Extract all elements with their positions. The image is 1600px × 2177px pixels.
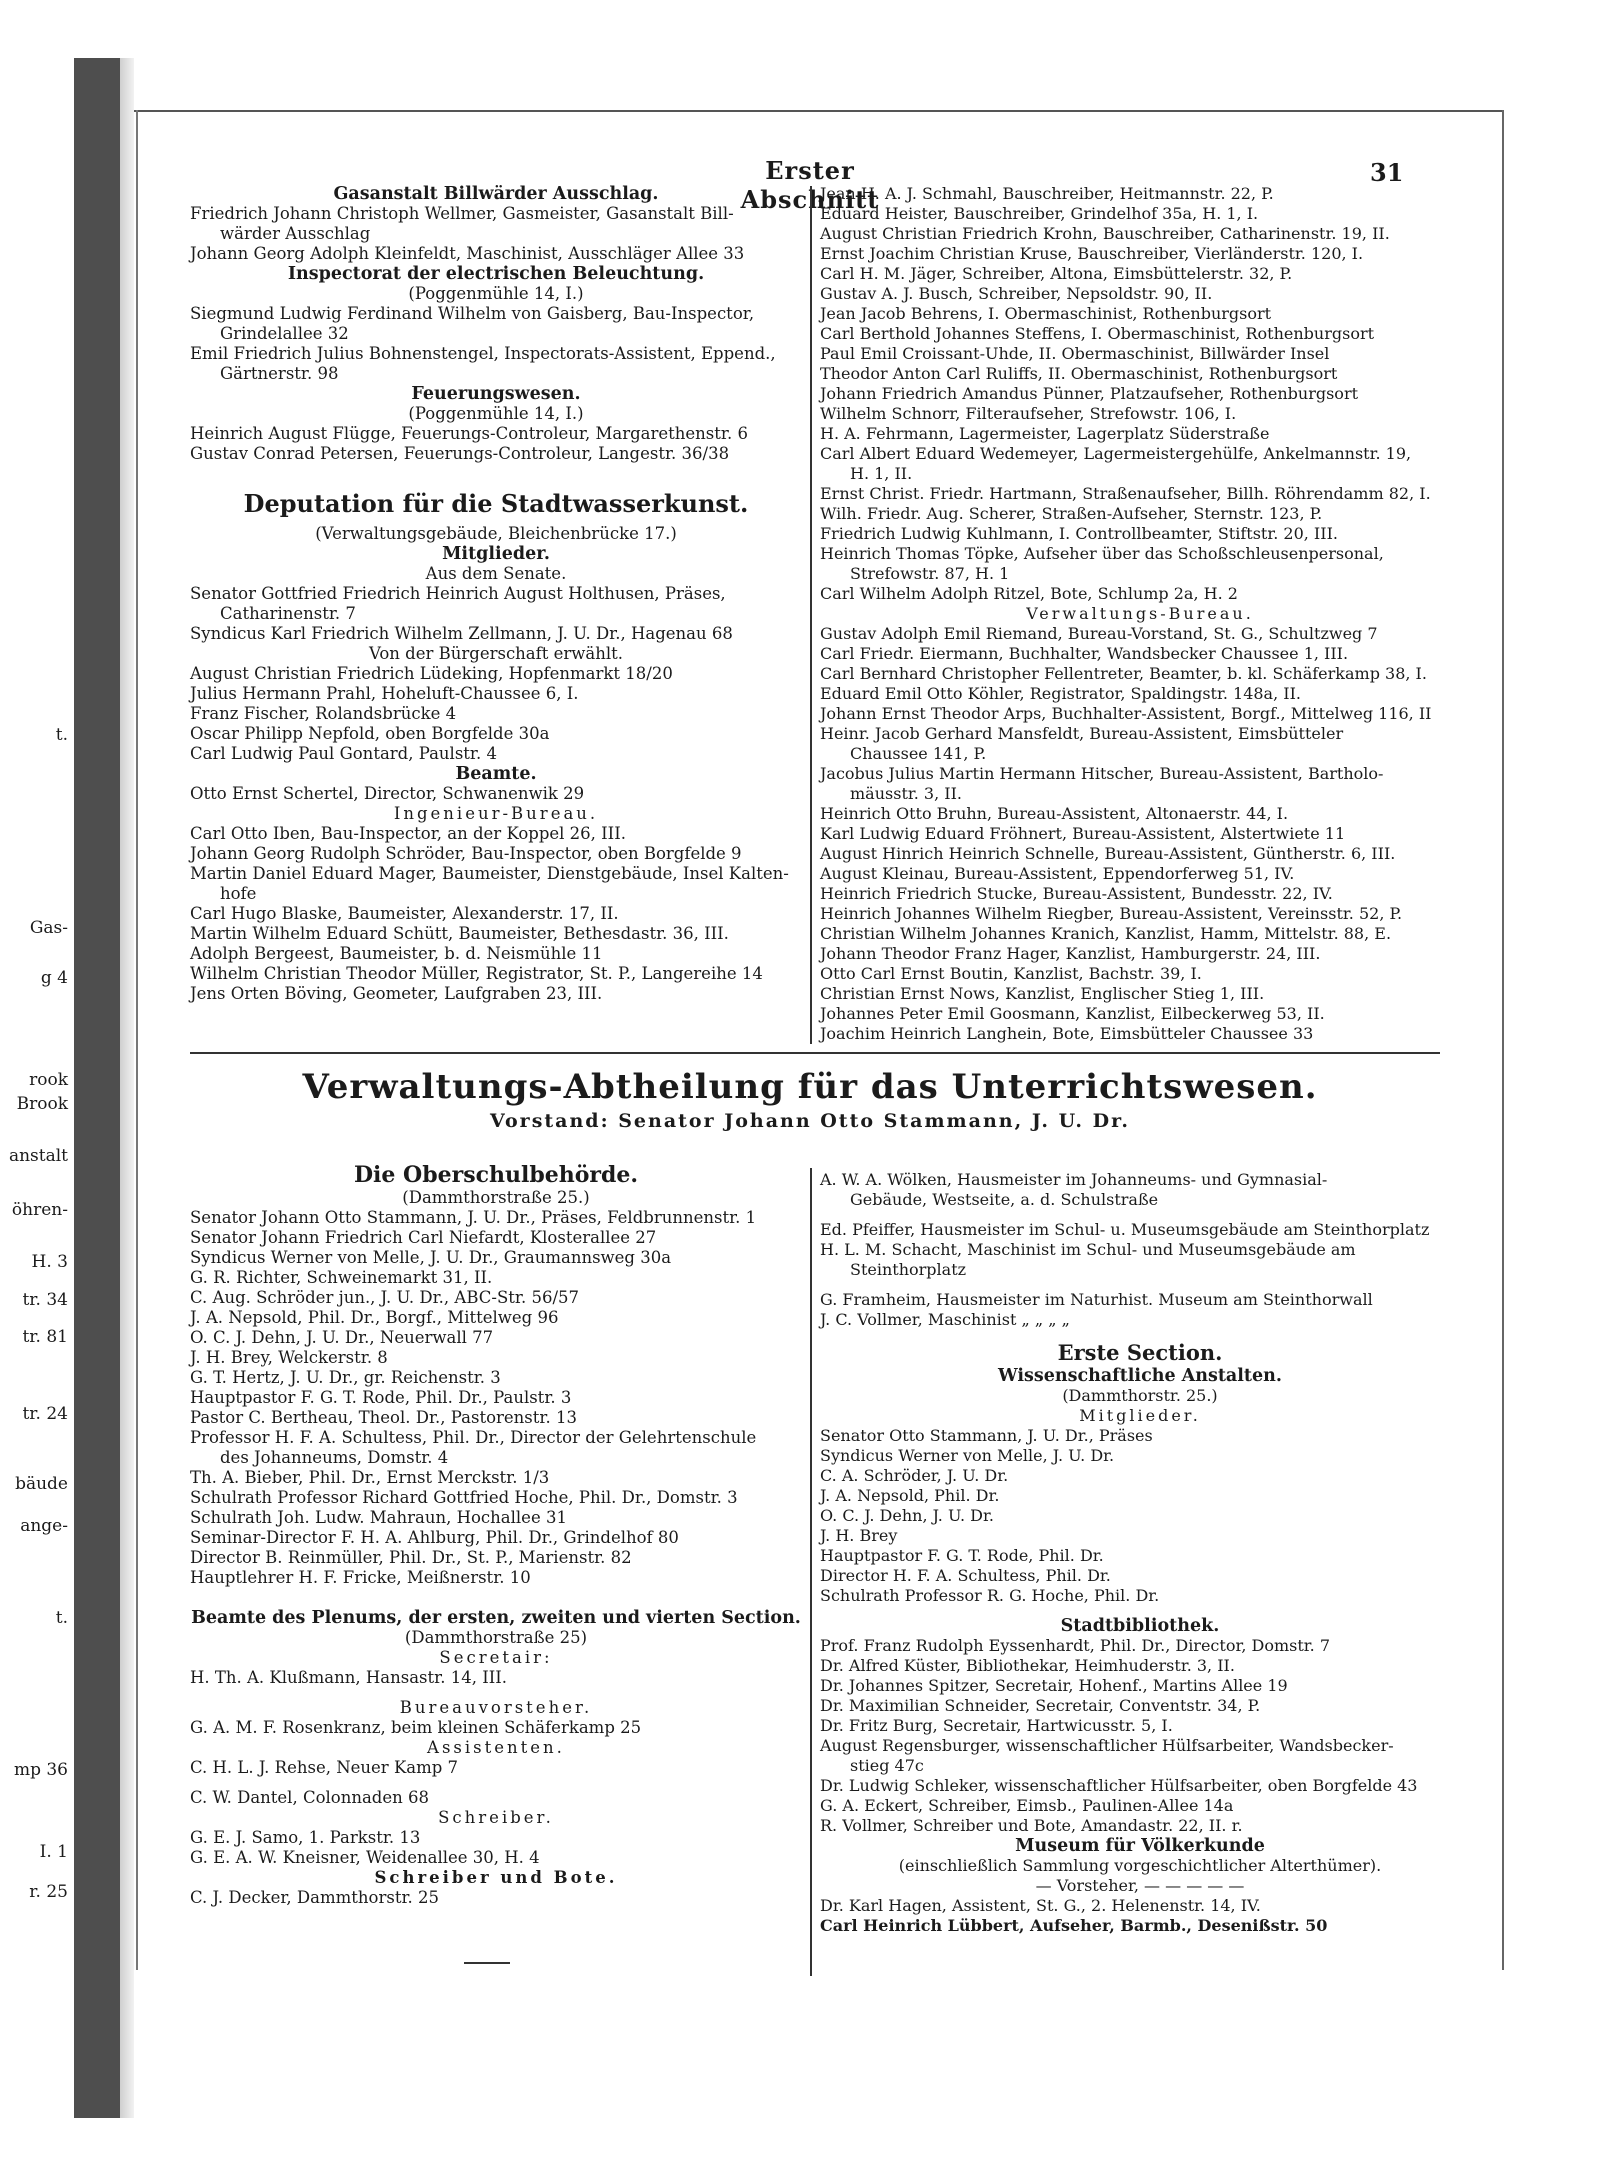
entry-line: Johann Friedrich Amandus Pünner, Platzaufseher, Rothenburgsort (820, 384, 1359, 403)
entry-line: Hauptpastor F. G. T. Rode, Phil. Dr. (820, 1546, 1104, 1565)
entry-line: des Johanneums, Domstr. 4 (220, 1448, 449, 1467)
page-number: 31 (1370, 158, 1404, 187)
entry-line: Schulrath Professor Richard Gottfried Hoche, Phil. Dr., Domstr. 3 (190, 1488, 738, 1507)
subsection-heading: Mitglieder. (442, 544, 550, 564)
column-divider (810, 186, 812, 1044)
entry-line: Siegmund Ludwig Ferdinand Wilhelm von Gaisberg, Bau-Inspector, (190, 304, 755, 323)
entry-line: Senator Gottfried Friedrich Heinrich August Holthusen, Präses, (190, 584, 726, 603)
strip-text: öhren- (11, 1200, 68, 1220)
entry-line: Grindelallee 32 (220, 324, 349, 343)
entry-line: Dr. Maximilian Schneider, Secretair, Conventstr. 34, P. (820, 1696, 1261, 1715)
strip-text: r. 25 (29, 1882, 68, 1902)
entry-line: August Christian Friedrich Lüdeking, Hopfenmarkt 18/20 (190, 664, 673, 683)
department-heading: Die Oberschulbehörde. (353, 1162, 639, 1188)
entry-line: Julius Hermann Prahl, Hoheluft-Chaussee 6, I. (190, 684, 579, 703)
entry-line: August Hinrich Heinrich Schnelle, Bureau-Assistent, Güntherstr. 6, III. (820, 844, 1396, 863)
entry-line: Wilhelm Christian Theodor Müller, Registrator, St. P., Langereihe 14 (190, 964, 763, 983)
entry-line: H. A. Fehrmann, Lagermeister, Lagerplatz Süderstraße (820, 424, 1270, 443)
page-edge-left (136, 110, 138, 1970)
bottom-left-column (190, 1162, 802, 1908)
entry-line: G. E. A. W. Kneisner, Weidenallee 30, H. 4 (190, 1848, 540, 1867)
entry-line: Syndicus Werner von Melle, J. U. Dr. (820, 1446, 1115, 1465)
page-edge-top (134, 110, 1504, 112)
strip-text: bäude (15, 1474, 68, 1494)
entry-line: Heinrich Thomas Töpke, Aufseher über das Schoßschleusenpersonal, (820, 544, 1384, 563)
entry-line: Joachim Heinrich Langhein, Bote, Eimsbütteler Chaussee 33 (820, 1024, 1314, 1043)
entry-line: Wilhelm Schnorr, Filteraufseher, Strefowstr. 106, I. (820, 404, 1237, 423)
entry-line: G. A. Eckert, Schreiber, Eimsb., Paulinen-Allee 14a (820, 1796, 1234, 1815)
section-rule (190, 1052, 1440, 1054)
entry-line: Christian Wilhelm Johannes Kranich, Kanzlist, Hamm, Mittelstr. 88, E. (820, 924, 1392, 943)
entry-line: Carl Albert Eduard Wedemeyer, Lagermeistergehülfe, Ankelmannstr. 19, (820, 444, 1412, 463)
entry-line: C. Aug. Schröder jun., J. U. Dr., ABC-Str. 56/57 (190, 1288, 580, 1307)
entry-line: Senator Johann Friedrich Carl Niefardt, Klosterallee 27 (190, 1228, 657, 1247)
entry-line: Eduard Heister, Bauschreiber, Grindelhof 35a, H. 1, I. (820, 204, 1259, 223)
entry-line: Carl Heinrich Lübbert, Aufseher, Barmb., Desenißstr. 50 (820, 1916, 1328, 1935)
address-line: (Verwaltungsgebäude, Bleichenbrücke 17.) (315, 524, 677, 543)
strip-text: ange- (20, 1516, 68, 1536)
address-line: (Dammthorstraße 25) (404, 1628, 588, 1647)
top-right-column (820, 184, 1460, 1044)
strip-text: rook (29, 1070, 68, 1090)
entry-line: Jens Orten Böving, Geometer, Laufgraben 23, III. (190, 984, 603, 1003)
entry-line: Carl Hugo Blaske, Baumeister, Alexanderstr. 17, II. (190, 904, 619, 923)
entry-line: Dr. Ludwig Schleker, wissenschaftlicher Hülfsarbeiter, oben Borgfelde 43 (820, 1776, 1418, 1795)
entry-line: Seminar-Director F. H. A. Ahlburg, Phil. Dr., Grindelhof 80 (190, 1528, 679, 1547)
entry-line: Heinrich August Flügge, Feuerungs-Controleur, Margarethenstr. 6 (190, 424, 748, 443)
entry-line: Gustav Conrad Petersen, Feuerungs-Controleur, Langestr. 36/38 (190, 444, 730, 463)
entry-line: August Regensburger, wissenschaftlicher Hülfsarbeiter, Wandsbecker- (820, 1736, 1394, 1755)
group-label: Bureauvorsteher. (399, 1698, 593, 1717)
entry-line: Senator Otto Stammann, J. U. Dr., Präses (820, 1426, 1153, 1445)
strip-text: Brook (16, 1094, 68, 1114)
entry-line: stieg 47c (850, 1756, 924, 1775)
entry-line: Carl Otto Iben, Bau-Inspector, an der Koppel 26, III. (190, 824, 626, 843)
strip-text: mp 36 (13, 1760, 68, 1780)
entry-line: Schulrath Joh. Ludw. Mahraun, Hochallee 31 (190, 1508, 567, 1527)
entry-line: C. W. Dantel, Colonnaden 68 (190, 1788, 430, 1807)
entry-line: Heinr. Jacob Gerhard Mansfeldt, Bureau-Assistent, Eimsbütteler (820, 724, 1344, 743)
entry-line: Oscar Philipp Nepfold, oben Borgfelde 30a (190, 724, 550, 743)
entry-line: Johann Georg Rudolph Schröder, Bau-Inspector, oben Borgfelde 9 (190, 844, 742, 863)
entry-line: Hauptlehrer H. F. Fricke, Meißnerstr. 10 (190, 1568, 531, 1587)
entry-line: Wilh. Friedr. Aug. Scherer, Straßen-Aufseher, Sternstr. 123, P. (820, 504, 1323, 523)
entry-line: Johann Georg Adolph Kleinfeldt, Maschinist, Ausschläger Allee 33 (190, 244, 745, 263)
entry-line: Jacobus Julius Martin Hermann Hitscher, Bureau-Assistent, Bartholo- (820, 764, 1384, 783)
page-edge-right (1502, 110, 1504, 1970)
entry-line: C. H. L. J. Rehse, Neuer Kamp 7 (190, 1758, 459, 1777)
top-left-column (190, 184, 802, 1004)
entry-line: Carl Berthold Johannes Steffens, I. Obermaschinist, Rothenburgsort (820, 324, 1375, 343)
entry-line: Schulrath Professor R. G. Hoche, Phil. Dr. (820, 1586, 1160, 1605)
entry-line: H. 1, II. (850, 464, 913, 483)
strip-text: H. 3 (31, 1252, 68, 1272)
address-line: (Poggenmühle 14, I.) (408, 404, 584, 423)
entry-line: R. Vollmer, Schreiber und Bote, Amandastr. 22, II. r. (820, 1816, 1243, 1835)
entry-line: Ernst Christ. Friedr. Hartmann, Straßenaufseher, Billh. Röhrendamm 82, I. (820, 484, 1431, 503)
entry-line: Jean H. A. J. Schmahl, Bauschreiber, Heitmannstr. 22, P. (820, 184, 1274, 203)
group-label: Secretair: (439, 1648, 553, 1667)
entry-line: G. R. Richter, Schweinemarkt 31, II. (190, 1268, 493, 1287)
entry-line: Professor H. F. A. Schultess, Phil. Dr., Director der Gelehrtenschule (190, 1428, 757, 1447)
entry-line: Ed. Pfeiffer, Hausmeister im Schul- u. Museumsgebäude am Steinthorplatz (820, 1220, 1430, 1239)
entry-line: Dr. Alfred Küster, Bibliothekar, Heimhuderstr. 3, II. (820, 1656, 1235, 1675)
subsection-heading: Gasanstalt Billwärder Ausschlag. (333, 184, 659, 204)
entry-line: Gärtnerstr. 98 (220, 364, 339, 383)
entry-line: Otto Ernst Schertel, Director, Schwanenwik 29 (190, 784, 585, 803)
address-line: (einschließlich Sammlung vorgeschichtlicher Alterthümer). (898, 1856, 1382, 1875)
entry-line: Th. A. Bieber, Phil. Dr., Ernst Merckstr. 1/3 (190, 1468, 550, 1487)
strip-text: tr. 24 (22, 1404, 68, 1424)
entry-line: Theodor Anton Carl Ruliffs, II. Obermaschinist, Rothenburgsort (820, 364, 1338, 383)
group-label: Mitglieder. (1079, 1406, 1201, 1425)
strip-text: tr. 34 (22, 1290, 68, 1310)
bottom-right-column (820, 1170, 1460, 1936)
strip-text: anstalt (8, 1146, 68, 1166)
entry-line: A. W. A. Wölken, Hausmeister im Johanneums- und Gymnasial- (820, 1170, 1328, 1189)
entry-line: Adolph Bergeest, Baumeister, b. d. Neismühle 11 (190, 944, 603, 963)
entry-line: Gustav A. J. Busch, Schreiber, Nepsoldstr. 90, II. (820, 284, 1213, 303)
entry-line: Friedrich Ludwig Kuhlmann, I. Controllbeamter, Stiftstr. 20, III. (820, 524, 1338, 543)
section-board-line: Vorstand: Senator Johann Otto Stammann, J. U. Dr. (490, 1110, 1130, 1132)
department-heading: Deputation für die Stadtwasserkunst. (243, 489, 749, 518)
entry-line: Catharinenstr. 7 (220, 604, 356, 623)
entry-line: Heinrich Johannes Wilhelm Riegber, Bureau-Assistent, Vereinsstr. 52, P. (820, 904, 1403, 923)
section-heading: Verwaltungs-Abtheilung für das Unterrichtswesen. (302, 1067, 1318, 1107)
entry-line: G. T. Hertz, J. U. Dr., gr. Reichenstr. 3 (190, 1368, 501, 1387)
strip-text: I. 1 (39, 1842, 68, 1862)
column-divider (810, 1168, 812, 1976)
book-binding (74, 58, 120, 2118)
entry-line: Martin Daniel Eduard Mager, Baumeister, Dienstgebäude, Insel Kalten- (190, 864, 789, 883)
entry-line: H. L. M. Schacht, Maschinist im Schul- und Museumsgebäude am (820, 1240, 1356, 1259)
entry-line: Gustav Adolph Emil Riemand, Bureau-Vorstand, St. G., Schultzweg 7 (820, 624, 1378, 643)
entry-line: August Christian Friedrich Krohn, Bauschreiber, Catharinenstr. 19, II. (820, 224, 1390, 243)
department-heading: Erste Section. (1057, 1340, 1223, 1365)
entry-line: J. A. Nepsold, Phil. Dr. (820, 1486, 1000, 1505)
entry-line: Director H. F. A. Schultess, Phil. Dr. (820, 1566, 1111, 1585)
strip-text: t. (55, 1608, 68, 1628)
entry-line: O. C. J. Dehn, J. U. Dr., Neuerwall 77 (190, 1328, 494, 1347)
entry-line: Pastor C. Bertheau, Theol. Dr., Pastorenstr. 13 (190, 1408, 577, 1427)
entry-line: Director B. Reinmüller, Phil. Dr., St. P., Marienstr. 82 (190, 1548, 632, 1567)
strip-text: g 4 (40, 968, 68, 988)
entry-line: hofe (220, 884, 257, 903)
group-label: Ingenieur-Bureau. (393, 804, 599, 823)
entry-line: Ernst Joachim Christian Kruse, Bauschreiber, Vierländerstr. 120, I. (820, 244, 1364, 263)
entry-line: mäusstr. 3, II. (850, 784, 963, 803)
entry-line: G. E. J. Samo, 1. Parkstr. 13 (190, 1828, 421, 1847)
entry-line: Syndicus Werner von Melle, J. U. Dr., Graumannsweg 30a (190, 1248, 672, 1267)
entry-line: O. C. J. Dehn, J. U. Dr. (820, 1506, 994, 1525)
entry-line: C. J. Decker, Dammthorstr. 25 (190, 1888, 440, 1907)
entry-line: Dr. Fritz Burg, Secretair, Hartwicusstr. 5, I. (820, 1716, 1173, 1735)
subsection-heading: Feuerungswesen. (411, 384, 581, 404)
entry-line: Gebäude, Westseite, a. d. Schulstraße (850, 1190, 1159, 1209)
group-label: Von der Bürgerschaft erwählt. (368, 644, 624, 663)
strip-text: tr. 81 (22, 1327, 68, 1347)
entry-line: Emil Friedrich Julius Bohnenstengel, Inspectorats-Assistent, Eppend., (190, 344, 776, 363)
entry-line: Johann Theodor Franz Hager, Kanzlist, Hamburgerstr. 24, III. (820, 944, 1321, 963)
entry-line: Steinthorplatz (850, 1260, 967, 1279)
entry-line: Prof. Franz Rudolph Eyssenhardt, Phil. Dr., Director, Domstr. 7 (820, 1636, 1331, 1655)
entry-line: J. C. Vollmer, Maschinist „ „ „ „ (820, 1310, 1070, 1329)
subsection-heading: Beamte des Plenums, der ersten, zweiten und vierten Section. (191, 1608, 801, 1628)
entry-line: H. Th. A. Klußmann, Hansastr. 14, III. (190, 1668, 507, 1687)
entry-line: Eduard Emil Otto Köhler, Registrator, Spaldingstr. 148a, II. (820, 684, 1301, 703)
adjacent-page-strip (0, 0, 74, 2177)
entry-line: Carl Friedr. Eiermann, Buchhalter, Wandsbecker Chaussee 1, III. (820, 644, 1349, 663)
entry-line: Otto Carl Ernst Boutin, Kanzlist, Bachstr. 39, I. (820, 964, 1202, 983)
end-rule (464, 1962, 510, 1964)
entry-line: G. A. M. F. Rosenkranz, beim kleinen Schäferkamp 25 (190, 1718, 642, 1737)
entry-line: Friedrich Johann Christoph Wellmer, Gasmeister, Gasanstalt Bill- (190, 204, 734, 223)
entry-line: Dr. Karl Hagen, Assistent, St. G., 2. Helenenstr. 14, IV. (820, 1896, 1261, 1915)
entry-line: Franz Fischer, Rolandsbrücke 4 (190, 704, 457, 723)
group-label: Assistenten. (427, 1738, 565, 1757)
entry-line: Johannes Peter Emil Goosmann, Kanzlist, Eilbeckerweg 53, II. (820, 1004, 1325, 1023)
entry-line: Jean Jacob Behrens, I. Obermaschinist, Rothenburgsort (820, 304, 1272, 323)
entry-line: Heinrich Friedrich Stucke, Bureau-Assistent, Bundesstr. 22, IV. (820, 884, 1333, 903)
entry-line: wärder Ausschlag (220, 224, 371, 243)
subsection-heading: Beamte. (455, 764, 537, 784)
entry-line: Dr. Johannes Spitzer, Secretair, Hohenf., Martins Allee 19 (820, 1676, 1288, 1695)
entry-line: Christian Ernst Nows, Kanzlist, Englischer Stieg 1, III. (820, 984, 1265, 1003)
entry-line: Strefowstr. 87, H. 1 (850, 564, 1010, 583)
entry-line: Chaussee 141, P. (850, 744, 987, 763)
entry-line: Heinrich Otto Bruhn, Bureau-Assistent, Altonaerstr. 44, I. (820, 804, 1289, 823)
entry-line: C. A. Schröder, J. U. Dr. (820, 1466, 1009, 1485)
entry-line: Paul Emil Croissant-Uhde, II. Obermaschinist, Billwärder Insel (820, 344, 1330, 363)
subsection-heading: Museum für Völkerkunde (1015, 1836, 1265, 1856)
entry-line: Carl Ludwig Paul Gontard, Paulstr. 4 (190, 744, 497, 763)
address-line: (Dammthorstraße 25.) (402, 1188, 590, 1207)
entry-line: J. H. Brey, Welckerstr. 8 (190, 1348, 388, 1367)
entry-line: Senator Johann Otto Stammann, J. U. Dr., Präses, Feldbrunnenstr. 1 (190, 1208, 757, 1227)
group-label: Aus dem Senate. (425, 564, 567, 583)
group-label: Verwaltungs-Bureau. (1026, 604, 1254, 623)
group-label: Schreiber. (438, 1808, 554, 1827)
strip-text: t. (55, 725, 68, 745)
entry-line: Carl Bernhard Christopher Fellentreter, Beamter, b. kl. Schäferkamp 38, I. (820, 664, 1427, 683)
entry-line: Karl Ludwig Eduard Fröhnert, Bureau-Assistent, Alstertwiete 11 (820, 824, 1346, 843)
entry-line: Johann Ernst Theodor Arps, Buchhalter-Assistent, Borgf., Mittelweg 116, II (820, 704, 1432, 723)
address-line: (Dammthorstr. 25.) (1062, 1386, 1218, 1405)
strip-text: Gas- (29, 918, 68, 938)
subsection-heading: Wissenschaftliche Anstalten. (998, 1366, 1282, 1386)
entry-line: August Kleinau, Bureau-Assistent, Eppendorferweg 51, IV. (820, 864, 1295, 883)
entry-line: J. H. Brey (820, 1526, 898, 1545)
entry-line: Carl H. M. Jäger, Schreiber, Altona, Eimsbüttelerstr. 32, P. (820, 264, 1293, 283)
entry-line: Carl Wilhelm Adolph Ritzel, Bote, Schlump 2a, H. 2 (820, 584, 1238, 603)
entry-line: — Vorsteher, — — — — — (1035, 1876, 1245, 1895)
entry-line: G. Framheim, Hausmeister im Naturhist. Museum am Steinthorwall (820, 1290, 1373, 1309)
subsection-heading: Inspectorat der electrischen Beleuchtung. (287, 264, 705, 284)
address-line: (Poggenmühle 14, I.) (408, 284, 584, 303)
group-label: Schreiber und Bote. (374, 1868, 618, 1887)
running-header: Erster Abschnitt (740, 156, 880, 214)
entry-line: J. A. Nepsold, Phil. Dr., Borgf., Mittelweg 96 (190, 1308, 559, 1327)
entry-line: Hauptpastor F. G. T. Rode, Phil. Dr., Paulstr. 3 (190, 1388, 572, 1407)
entry-line: Martin Wilhelm Eduard Schütt, Baumeister, Bethesdastr. 36, III. (190, 924, 729, 943)
subsection-heading: Stadtbibliothek. (1060, 1616, 1220, 1636)
page-gutter (120, 58, 134, 2118)
entry-line: Syndicus Karl Friedrich Wilhelm Zellmann, J. U. Dr., Hagenau 68 (190, 624, 733, 643)
